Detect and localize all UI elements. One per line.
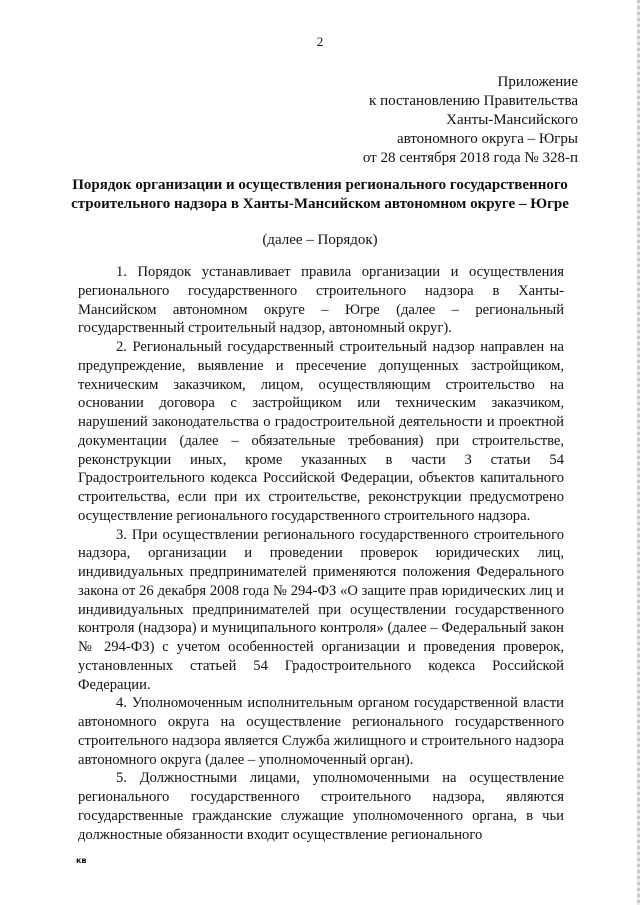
appendix-line: от 28 сентября 2018 года № 328-п (362, 150, 578, 166)
document-body (78, 263, 564, 844)
paragraph-3: 3. При осуществлении регионального государственного строительного надзора, организации и проведении проверок юридических лиц, индивидуальных предпринимателей применяются положения Федерального закона от 26 декабря 2008 года № 294-ФЗ «О защите прав юридических лиц и индивидуальных предпринимателей при осуществлении государственного контроля (надзора) и муниципального контроля» (далее – Федеральный закон № 294-ФЗ) с учетом особенностей организации и проведения проверок, установленных статьей 54 Градостроительного кодекса Российской Федерации. (78, 526, 564, 693)
paragraph-1: 1. Порядок устанавливает правила организации и осуществления регионального государственного строительного надзора в Ханты-Мансийском автономном округе – Югре (далее – региональный государственный строительный надзор, автономный округ). (78, 264, 564, 337)
appendix-line: Ханты-Мансийского (446, 112, 578, 128)
appendix-block (298, 73, 578, 168)
document-subtitle: (далее – Порядок) (262, 232, 378, 248)
document-title: Порядок организации и осуществления регионального государственного строительного надзора в Ханты-Мансийском автономном округе – Югре (71, 177, 569, 212)
appendix-line: к постановлению Правительства (369, 93, 578, 109)
appendix-line: Приложение (497, 74, 578, 90)
paragraph-4: 4. Уполномоченным исполнительным органом государственной власти автономного округа на осуществление регионального государственного строительного надзора является Служба жилищного и строительного надзора автономного округа (далее – уполномоченный орган). (78, 695, 564, 768)
footer-mark: кв (76, 856, 87, 865)
paragraph-5: 5. Должностными лицами, уполномоченными на осуществление регионального государственного строительного надзора, являются государственные гражданские служащие уполномоченного органа, в чьи должностные обязанности входит осуществление регионального (78, 770, 564, 843)
paragraph-2: 2. Региональный государственный строительный надзор направлен на предупреждение, выявление и пресечение допущенных застройщиком, техническим заказчиком, лицом, осуществляющим строительство на основании договора с застройщиком или техническим заказчиком, нарушений законодательства о градостроительной деятельности и проектной документации (далее – обязательные требования) при строительстве, реконструкции иных, кроме указанных в части 3 статьи 54 Градостроительного кодекса Российской Федерации, объектов капитального строительства, если при их строительстве, реконструкции предусмотрено осуществление регионального государственного строительного надзора. (78, 339, 564, 524)
page-number: 2 (316, 34, 324, 49)
appendix-line: автономного округа – Югры (396, 131, 578, 147)
